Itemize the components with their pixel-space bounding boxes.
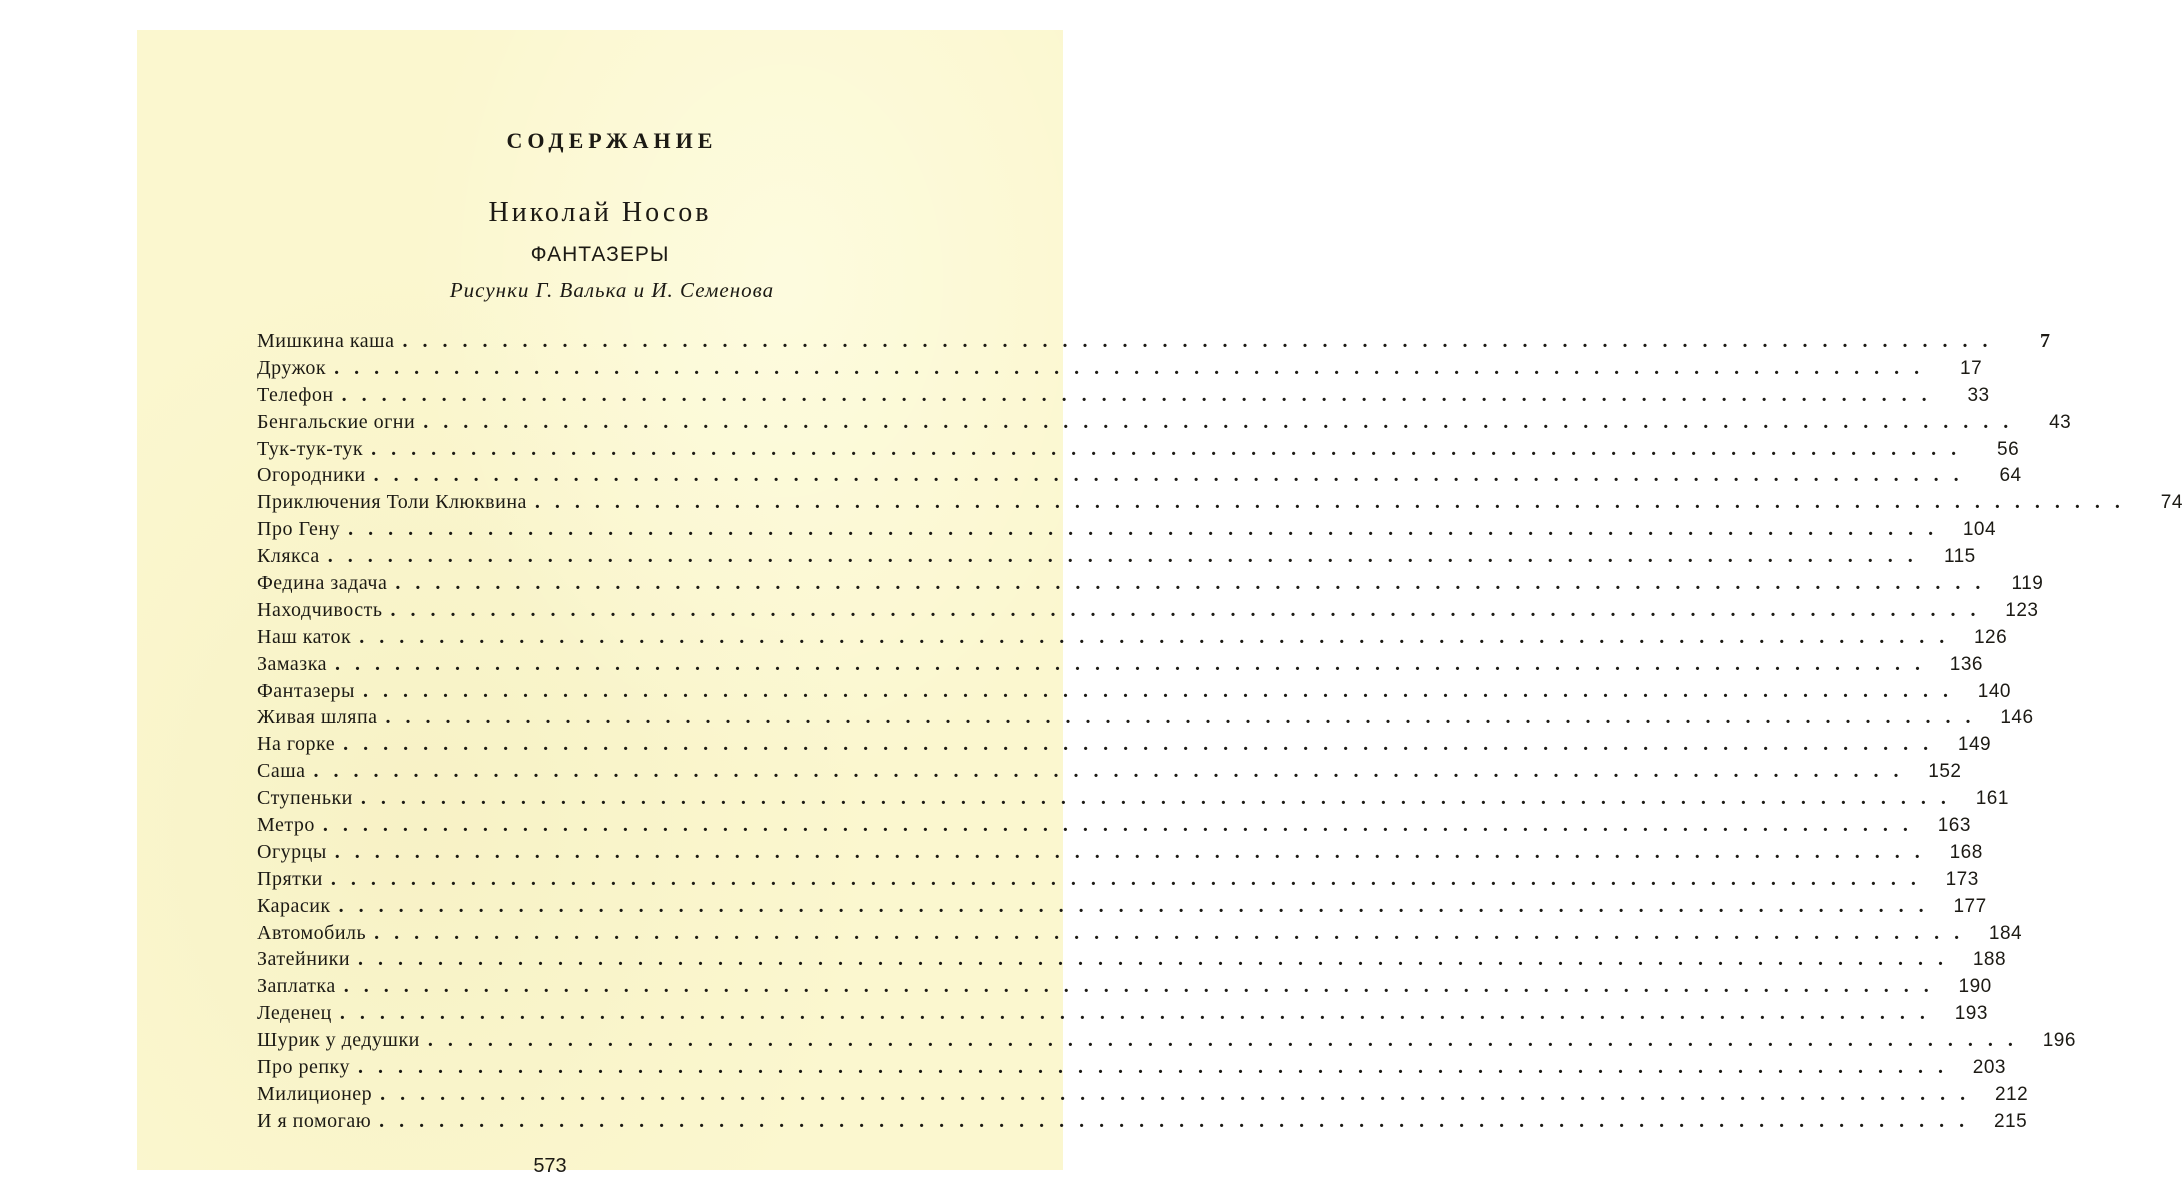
toc-entry-title: Прятки [257,867,323,890]
toc-entry-page: 123 [2005,599,2039,621]
dot-leader: ................................................................................ [322,814,1923,837]
toc-entry-title: Затейники [257,948,351,971]
toc-entry [257,839,1983,866]
dot-leader: ................................................................................ [339,1002,1940,1025]
toc-entry-title: Замазка [257,652,327,675]
toc-entry-title: Наш каток [257,625,352,648]
dot-leader: ................................................................................ [402,330,2003,352]
toc-entry-page: 136 [1949,653,1983,675]
dot-leader: ................................................................................ [334,356,1935,379]
toc-entry-title: Тук-тук-тук [257,437,364,460]
dot-leader: ................................................................................ [360,787,1961,810]
dot-leader: ................................................................................ [341,383,1942,406]
toc-entry-page: 190 [1958,976,1992,998]
book-page [137,30,2183,1177]
toc-entry-title: Мишкина каша [257,330,395,352]
dot-leader: ................................................................................ [427,1029,2028,1052]
toc-entry [257,973,1992,1000]
toc-entry-title: Фантазеры [257,679,355,702]
book-title: ФАНТАЗЕРЫ [530,243,670,266]
toc-entry [257,678,2011,705]
toc-entry-title: Милиционер [257,1082,373,1105]
dot-leader: ................................................................................ [348,518,1949,541]
toc-entry-title: Про Гену [257,518,341,541]
dot-leader: ................................................................................ [385,706,1986,729]
toc-entry-page: 168 [1949,841,1983,863]
toc-entry [257,382,1990,409]
toc-entry [257,436,2020,463]
toc-entry-title: Огородники [257,464,366,487]
toc-entry [257,1027,2076,1054]
toc-entry [257,812,1971,839]
dot-leader: ................................................................................ [373,464,1974,487]
toc-entry-page: 115 [1943,546,1976,568]
toc-entry-title: Саша [257,760,306,783]
toc-entry [257,355,1983,382]
toc-entry-title: Шурик у дедушки [257,1029,420,1052]
toc-entry [257,462,2022,489]
toc-entry [257,1000,1988,1027]
toc-entry-page: 184 [1988,922,2023,944]
toc-entry [257,704,2034,731]
dot-leader: ................................................................................ [374,921,1975,944]
toc-entry [257,1054,2006,1081]
dot-leader: ................................................................................ [327,545,1928,568]
toc-entry-title: Живая шляпа [257,706,378,729]
toc-entry [257,543,1976,570]
toc-entry [257,785,2009,812]
toc-entry-page: 161 [1975,788,2009,810]
toc-entry [257,1081,2029,1108]
toc-entry-page: 173 [1945,868,1979,890]
dot-leader: ................................................................................ [313,760,1914,783]
toc-entry [257,570,2044,597]
toc-entry-title: Автомобиль [257,921,367,944]
toc-entry-title: Телефон [257,383,334,406]
illustrators-credit: Рисунки Г. Валька и И. Семенова [449,278,775,302]
toc-entry-title: Бенгальские огни [257,410,416,433]
toc-entry [257,893,1987,920]
dot-leader: ................................................................................ [343,975,1944,998]
toc-entry-page: 7 [2039,330,2051,352]
page-number: 573 [533,1155,567,1177]
dot-leader: ................................................................................ [343,733,1944,756]
toc-entry-page: 17 [1960,357,1983,379]
toc-entry [257,651,1983,678]
toc-entry-page: 146 [2000,707,2034,729]
toc-entry-title: Ступеньки [257,787,353,810]
contents-heading: СОДЕРЖАНИЕ [506,128,718,153]
toc-entry [257,328,2051,355]
dot-leader: ................................................................................ [334,652,1935,675]
toc-entry-title: Находчивость [257,598,383,621]
toc-entry-page: 188 [1972,949,2007,971]
dot-leader: ................................................................................ [359,625,1960,648]
dot-leader: ................................................................................ [379,1109,1980,1132]
dot-leader: ................................................................................ [390,598,1991,621]
toc-entry [257,946,2007,973]
toc-entry-page: 152 [1928,761,1962,783]
toc-entry-page: 74 [2160,492,2183,514]
toc-entry-title: Приключения Толи Клюквина [257,491,527,514]
toc-entry [257,409,2072,436]
toc-entry [257,516,1997,543]
toc-entry-page: 149 [1957,734,1992,756]
toc-entry-title: Метро [257,814,315,837]
toc-entry-title: Дружок [257,356,327,379]
toc-entry-title: Леденец [257,1002,332,1025]
author-name: Николай Носов [488,197,712,228]
toc-entry-title: Огурцы [257,840,327,863]
dot-leader: ................................................................................ [330,867,1931,890]
toc-entry-title: Про репку [257,1056,350,1079]
toc-entry-page: 104 [1962,519,1997,541]
toc-entry-page: 64 [1999,465,2022,487]
toc-entry-page: 193 [1954,1003,1988,1025]
dot-leader: ................................................................................ [362,679,1963,702]
toc-entry-title: Заплатка [257,975,336,998]
dot-leader: ................................................................................ [534,491,2135,514]
toc-entry [257,597,2039,624]
table-of-contents [257,328,2183,1135]
dot-leader: ................................................................................ [395,572,1996,595]
toc-entry-page: 215 [1993,1110,2028,1132]
toc-entry [257,489,2183,516]
dot-leader: ................................................................................ [358,948,1959,971]
toc-entry-page: 119 [2011,573,2044,595]
toc-entry [257,866,1979,893]
toc-entry-page: 43 [2049,411,2072,433]
toc-entry-page: 56 [1997,438,2020,460]
toc-entry-page: 163 [1937,815,1971,837]
toc-entry-page: 126 [1973,626,2008,648]
toc-entry [257,624,2008,651]
toc-entry-title: Клякса [257,545,320,568]
toc-entry [257,1108,2028,1135]
toc-entry-page: 196 [2042,1030,2076,1052]
toc-entry-page: 203 [1972,1057,2006,1079]
toc-entry-page: 212 [1994,1083,2029,1105]
toc-entry-page: 177 [1953,895,1987,917]
dot-leader: ................................................................................ [423,410,2024,433]
toc-entry-title: И я помогаю [257,1109,372,1132]
toc-entry-title: На горке [257,733,336,756]
toc-entry-title: Карасик [257,894,331,917]
dot-leader: ................................................................................ [334,840,1935,863]
toc-entry-title: Федина задача [257,572,388,595]
dot-leader: ................................................................................ [380,1082,1981,1105]
toc-entry [257,758,1962,785]
toc-entry [257,731,1992,758]
toc-entry-page: 140 [1977,680,2011,702]
toc-entry-page: 33 [1967,384,1990,406]
dot-leader: ................................................................................ [357,1056,1958,1079]
dot-leader: ................................................................................ [371,437,1972,460]
toc-entry [257,920,2023,947]
dot-leader: ................................................................................ [338,894,1939,917]
